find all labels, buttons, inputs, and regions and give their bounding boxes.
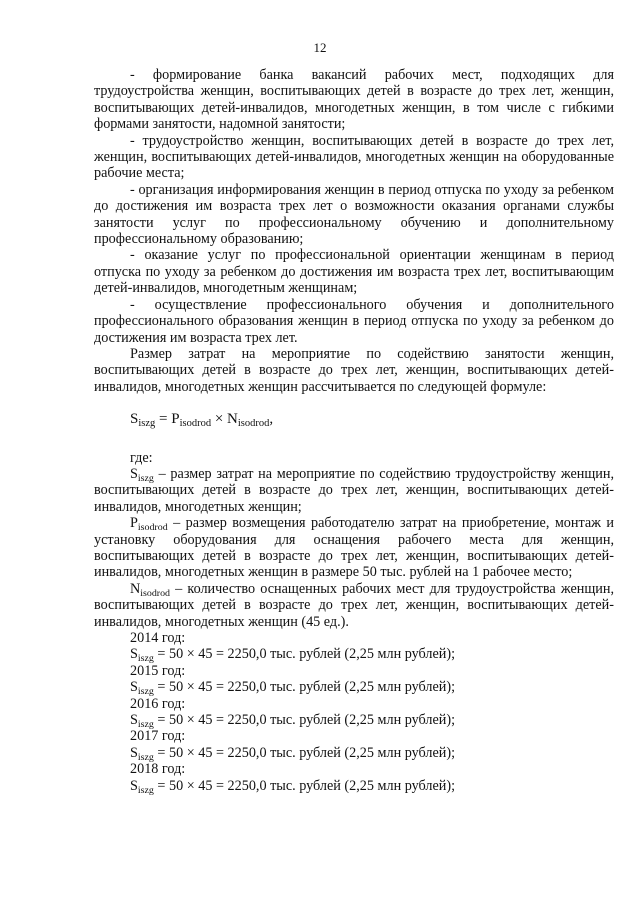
year-label: 2016 год: <box>130 695 186 712</box>
intro-paragraph: Размер затрат на мероприятие по содействию занятости женщин, воспитывающих детей в возрасте до трех лет, женщин, воспитывающих детей-инвалидов, многодетных женщин рассчитывается по следующей формуле: <box>94 345 614 395</box>
year-calculation: $S_{iszg} = 50 \times 45 = 2250,0$ тыс. рублей (2,25 млн рублей); <box>130 646 456 665</box>
year-calculation: $S_{iszg} = 50 \times 45 = 2250,0$ тыс. рублей (2,25 млн рублей); <box>130 712 456 731</box>
year-label: 2015 год: <box>130 662 186 679</box>
definition-paragraph: $N_{isodrod}$ – количество оснащенных рабочих мест для трудоустройства женщин, воспитывающих детей в возрасте до трех лет, женщин, воспитывающих детей-инвалидов, многодетных женщин (45 ед.). <box>94 580 614 630</box>
cost-formula: $S_{iszg} = P_{isodrod} \times N_{isodrod}$, <box>130 411 274 430</box>
bullet-paragraph: - оказание услуг по профессиональной ориентации женщинам в период отпуска по уходу за ребенком до достижения им возраста трех лет, воспитывающим детей-инвалидов, многодетным женщинам; <box>94 247 614 297</box>
bullet-paragraph: - осуществление профессионального обучения и дополнительного профессионального образования женщин в период отпуска по уходу за ребенком до достижения им возраста трех лет. <box>94 296 614 346</box>
year-label: 2017 год: <box>130 728 186 745</box>
bullet-paragraph: - организация информирования женщин в период отпуска по уходу за ребенком до достижения им возраста трех лет о возможности оказания органами службы занятости услуг по профессиональному обучению и дополнительному профессиональному образованию; <box>94 181 614 248</box>
bullet-paragraph: - формирование банка вакансий рабочих мест, подходящих для трудоустройства женщин, воспитывающих детей в возрасте до трех лет, женщин, воспитывающих детей-инвалидов, многодетных женщин, в том числе с гибкими формами занятости, надомной занятости; <box>94 67 614 133</box>
bullet-paragraph: - трудоустройство женщин, воспитывающих детей в возрасте до трех лет, женщин, воспитывающих детей-инвалидов, многодетных женщин на оборудованные рабочие места; <box>94 132 614 182</box>
year-calculation: $S_{iszg} = 50 \times 45 = 2250,0$ тыс. рублей (2,25 млн рублей); <box>130 777 456 796</box>
document-body <box>94 67 614 794</box>
year-label: 2014 год: <box>130 630 186 646</box>
page-number: 12 <box>313 40 327 55</box>
year-calculation: $S_{iszg} = 50 \times 45 = 2250,0$ тыс. рублей (2,25 млн рублей); <box>130 744 456 763</box>
year-label: 2018 год: <box>130 761 186 778</box>
where-label: где: <box>130 449 153 466</box>
year-calculation: $S_{iszg} = 50 \times 45 = 2250,0$ тыс. рублей (2,25 млн рублей); <box>130 679 456 698</box>
definition-paragraph: $S_{iszg}$ – размер затрат на мероприятие по содействию трудоустройству женщин, воспитывающих детей в возрасте до трех лет, женщин, воспитывающих детей-инвалидов, многодетных женщин; <box>94 465 614 515</box>
definition-paragraph: $P_{isodrod}$ – размер возмещения работодателю затрат на приобретение, монтаж и установку оборудования для оснащения рабочего места для женщин, воспитывающих детей в возрасте до трех лет, женщин, воспитывающих детей-инвалидов, многодетных женщин в размере 50 тыс. рублей на 1 рабочее место; <box>94 515 614 581</box>
